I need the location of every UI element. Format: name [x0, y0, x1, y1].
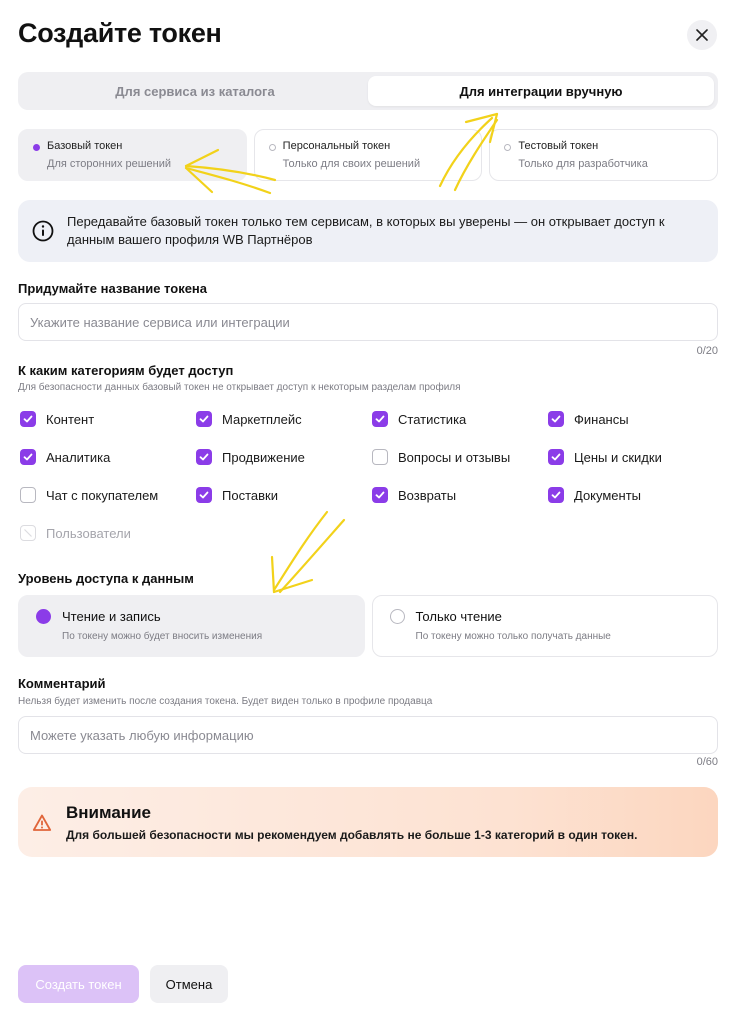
page-title: Создайте токен [18, 18, 222, 48]
checkbox-checked-icon [548, 449, 564, 465]
token-type-test[interactable] [489, 129, 718, 181]
access-level-subtitle: По токену можно будет вносить изменения [62, 631, 263, 642]
category-users [20, 525, 131, 541]
tab-manual-integration[interactable]: Для интеграции вручную [368, 76, 714, 106]
cancel-button[interactable]: Отмена [150, 965, 228, 1003]
access-level-title: Только чтение [415, 609, 502, 624]
checkbox-unchecked-icon [20, 487, 36, 503]
tab-catalog-service[interactable]: Для сервиса из каталога [115, 83, 275, 99]
checkbox-checked-icon [196, 411, 212, 427]
info-banner [18, 200, 718, 262]
category-content[interactable] [20, 411, 94, 427]
warning-title: Внимание [66, 803, 151, 822]
category-marketplace[interactable] [196, 411, 302, 427]
access-level-selector [18, 595, 718, 657]
token-type-title: Персональный токен [282, 140, 391, 152]
info-icon [32, 220, 54, 242]
category-buyer-chat[interactable] [20, 487, 158, 503]
category-finance[interactable] [548, 411, 629, 427]
comment-input[interactable] [18, 716, 718, 754]
category-label: Документы [574, 487, 642, 503]
category-label: Статистика [398, 411, 467, 427]
checkbox-disabled-icon [20, 525, 36, 541]
category-label: Аналитика [46, 449, 111, 465]
token-type-subtitle: Только для разработчика [518, 158, 648, 170]
comment-counter: 0/60 [696, 756, 718, 768]
categories-hint: Для безопасности данных базовый токен не открывает доступ к некоторым разделам профиля [18, 382, 461, 393]
checkbox-checked-icon [548, 411, 564, 427]
warning-icon [32, 813, 52, 833]
category-promotion[interactable] [196, 449, 305, 465]
access-level-title: Чтение и запись [62, 609, 161, 624]
category-label: Пользователи [46, 525, 131, 541]
checkbox-unchecked-icon [372, 449, 388, 465]
category-prices-discounts[interactable] [548, 449, 662, 465]
category-label: Маркетплейс [222, 411, 302, 427]
category-label: Вопросы и отзывы [398, 449, 511, 465]
token-type-personal[interactable] [254, 129, 483, 181]
token-type-title: Тестовый токен [518, 140, 599, 152]
checkbox-checked-icon [196, 449, 212, 465]
category-supplies[interactable] [196, 487, 278, 503]
checkbox-checked-icon [372, 487, 388, 503]
radio-unselected-icon [390, 609, 405, 624]
create-token-button[interactable]: Создать токен [18, 965, 139, 1003]
token-name-input[interactable] [18, 303, 718, 341]
token-type-subtitle: Только для своих решений [282, 158, 421, 170]
category-label: Продвижение [222, 449, 305, 465]
access-read-only[interactable] [372, 595, 719, 657]
category-label: Возвраты [398, 487, 457, 503]
category-returns[interactable] [372, 487, 456, 503]
category-label: Поставки [222, 487, 278, 503]
token-type-selector [18, 129, 718, 181]
category-documents[interactable] [548, 487, 641, 503]
checkbox-checked-icon [20, 411, 36, 427]
category-label: Цены и скидки [574, 449, 662, 465]
category-analytics[interactable] [20, 449, 110, 465]
warning-banner [18, 787, 718, 857]
radio-dot-icon [33, 144, 40, 151]
info-text: Передавайте базовый токен только тем сервисам, в которых вы уверены — он открывает доступ к данным вашего профиля WB Партнёров [67, 214, 665, 247]
category-questions-reviews[interactable] [372, 449, 510, 465]
token-type-subtitle: Для сторонних решений [47, 158, 172, 170]
close-icon [696, 29, 708, 41]
access-level-subtitle: По токену можно только получать данные [415, 631, 611, 642]
comment-label: Комментарий [18, 676, 106, 691]
checkbox-checked-icon [372, 411, 388, 427]
checkbox-checked-icon [196, 487, 212, 503]
category-label: Чат с покупателем [46, 487, 159, 503]
checkbox-checked-icon [548, 487, 564, 503]
token-type-basic[interactable] [18, 129, 247, 181]
checkbox-checked-icon [20, 449, 36, 465]
tab-bar [18, 72, 718, 110]
token-type-title: Базовый токен [47, 140, 123, 152]
category-label: Контент [46, 411, 95, 427]
warning-text: Для большей безопасности мы рекомендуем добавлять не больше 1-3 категорий в один токен. [66, 828, 638, 842]
category-statistics[interactable] [372, 411, 466, 427]
categories-label: К каким категориям будет доступ [18, 363, 234, 378]
radio-dot-icon [504, 144, 511, 151]
radio-selected-icon [36, 609, 51, 624]
token-name-counter: 0/20 [696, 345, 718, 357]
close-button[interactable] [687, 20, 717, 50]
category-label: Финансы [574, 411, 629, 427]
token-name-label: Придумайте название токена [18, 281, 208, 296]
radio-dot-icon [269, 144, 276, 151]
comment-hint: Нельзя будет изменить после создания токена. Будет виден только в профиле продавца [18, 696, 433, 707]
access-read-write[interactable] [18, 595, 365, 657]
access-level-label: Уровень доступа к данным [18, 571, 194, 586]
